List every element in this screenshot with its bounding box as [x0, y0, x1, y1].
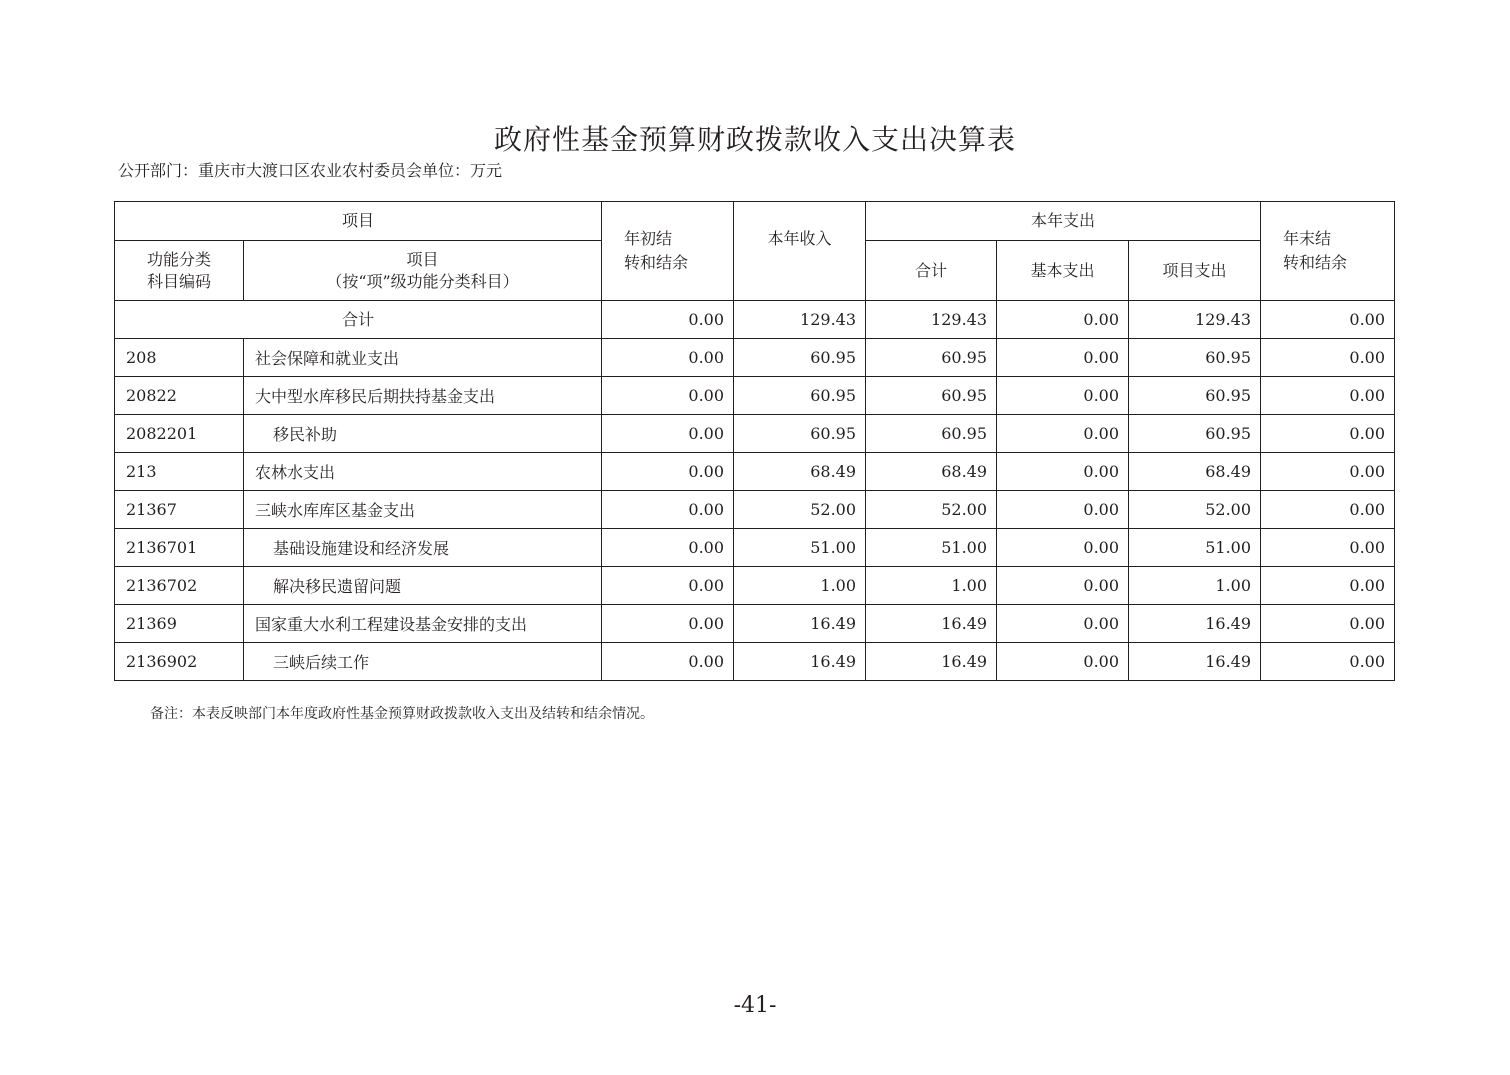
row-expense-basic: 0.00 — [997, 567, 1129, 605]
row-expense-total: 16.49 — [866, 643, 997, 681]
row-expense-project: 16.49 — [1129, 605, 1261, 643]
row-income: 16.49 — [734, 643, 866, 681]
row-opening: 0.00 — [602, 415, 734, 453]
row-expense-basic: 0.00 — [997, 529, 1129, 567]
header-opening-balance — [602, 202, 734, 301]
row-expense-project: 1.00 — [1129, 567, 1261, 605]
row-income: 68.49 — [734, 453, 866, 491]
total-closing: 0.00 — [1261, 301, 1395, 339]
row-code: 21369 — [115, 605, 244, 643]
table-row — [115, 605, 1395, 643]
header-code-text: 功能分类 科目编码 — [146, 249, 211, 291]
header-project-group: 项目 — [115, 202, 602, 241]
header-name-text: 项目 （按“项”级功能分类科目） — [326, 249, 519, 291]
table-row — [115, 339, 1395, 377]
row-income: 60.95 — [734, 377, 866, 415]
header-expense-project — [1129, 241, 1261, 301]
header-name — [244, 241, 602, 301]
footnote: 备注：本表反映部门本年度政府性基金预算财政拨款收入支出及结转和结余情况。 — [150, 706, 654, 722]
row-expense-total: 68.49 — [866, 453, 997, 491]
row-opening: 0.00 — [602, 605, 734, 643]
page-number: -41- — [733, 993, 777, 1018]
row-expense-total: 51.00 — [866, 529, 997, 567]
row-closing: 0.00 — [1261, 415, 1395, 453]
row-opening: 0.00 — [602, 529, 734, 567]
header-expense-project-text: 项目支出 — [1162, 260, 1227, 280]
row-expense-basic: 0.00 — [997, 339, 1129, 377]
row-expense-basic: 0.00 — [997, 491, 1129, 529]
row-name: 三峡后续工作 — [244, 643, 602, 681]
row-name: 基础设施建设和经济发展 — [244, 529, 602, 567]
row-code: 2136902 — [115, 643, 244, 681]
total-income: 129.43 — [734, 301, 866, 339]
row-expense-basic: 0.00 — [997, 643, 1129, 681]
total-expense-basic: 0.00 — [997, 301, 1129, 339]
row-name: 大中型水库移民后期扶持基金支出 — [244, 377, 602, 415]
unit-subtitle: 公开部门：重庆市大渡口区农业农村委员会单位：万元 — [118, 161, 503, 180]
row-code: 208 — [115, 339, 244, 377]
row-code: 2136702 — [115, 567, 244, 605]
row-closing: 0.00 — [1261, 529, 1395, 567]
total-opening: 0.00 — [602, 301, 734, 339]
row-expense-project: 52.00 — [1129, 491, 1261, 529]
row-name: 三峡水库库区基金支出 — [244, 491, 602, 529]
row-opening: 0.00 — [602, 643, 734, 681]
row-closing: 0.00 — [1261, 605, 1395, 643]
row-expense-total: 60.95 — [866, 377, 997, 415]
row-expense-basic: 0.00 — [997, 377, 1129, 415]
header-expense-total — [866, 241, 997, 301]
row-opening: 0.00 — [602, 377, 734, 415]
table-row — [115, 377, 1395, 415]
header-expense-group: 本年支出 — [866, 202, 1261, 241]
row-code: 20822 — [115, 377, 244, 415]
header-expense-total-text: 合计 — [915, 260, 948, 280]
header-opening-balance-text: 年初结 转和结余 — [624, 229, 689, 272]
row-income: 1.00 — [734, 567, 866, 605]
header-expense-basic — [997, 241, 1129, 301]
row-expense-total: 16.49 — [866, 605, 997, 643]
row-expense-project: 60.95 — [1129, 415, 1261, 453]
row-opening: 0.00 — [602, 491, 734, 529]
row-expense-project: 60.95 — [1129, 339, 1261, 377]
row-income: 60.95 — [734, 415, 866, 453]
header-code — [115, 241, 244, 301]
row-code: 2136701 — [115, 529, 244, 567]
row-code: 213 — [115, 453, 244, 491]
table-row — [115, 415, 1395, 453]
row-expense-total: 1.00 — [866, 567, 997, 605]
row-expense-project: 60.95 — [1129, 377, 1261, 415]
header-income-text: 本年收入 — [767, 229, 832, 248]
row-expense-project: 68.49 — [1129, 453, 1261, 491]
row-closing: 0.00 — [1261, 643, 1395, 681]
table-row — [115, 453, 1395, 491]
table-row — [115, 567, 1395, 605]
row-name: 国家重大水利工程建设基金安排的支出 — [244, 605, 602, 643]
page-title: 政府性基金预算财政拨款收入支出决算表 — [493, 123, 1016, 156]
total-expense-total: 129.43 — [866, 301, 997, 339]
row-name: 移民补助 — [244, 415, 602, 453]
row-expense-basic: 0.00 — [997, 415, 1129, 453]
row-closing: 0.00 — [1261, 491, 1395, 529]
row-expense-total: 52.00 — [866, 491, 997, 529]
table-row — [115, 491, 1395, 529]
row-name: 社会保障和就业支出 — [244, 339, 602, 377]
row-expense-total: 60.95 — [866, 415, 997, 453]
budget-table — [114, 201, 1395, 681]
row-expense-project: 16.49 — [1129, 643, 1261, 681]
row-name: 农林水支出 — [244, 453, 602, 491]
table-row — [115, 643, 1395, 681]
row-code: 2082201 — [115, 415, 244, 453]
row-closing: 0.00 — [1261, 377, 1395, 415]
header-income — [734, 202, 866, 301]
row-income: 60.95 — [734, 339, 866, 377]
header-closing-balance-text: 年末结 转和结余 — [1283, 229, 1348, 272]
row-name: 解决移民遗留问题 — [244, 567, 602, 605]
row-expense-basic: 0.00 — [997, 453, 1129, 491]
table-row — [115, 529, 1395, 567]
table-body — [115, 301, 1395, 681]
row-income: 52.00 — [734, 491, 866, 529]
row-opening: 0.00 — [602, 567, 734, 605]
header-expense-basic-text: 基本支出 — [1030, 260, 1095, 280]
row-income: 16.49 — [734, 605, 866, 643]
row-closing: 0.00 — [1261, 339, 1395, 377]
row-code: 21367 — [115, 491, 244, 529]
row-expense-basic: 0.00 — [997, 605, 1129, 643]
row-closing: 0.00 — [1261, 453, 1395, 491]
total-expense-project: 129.43 — [1129, 301, 1261, 339]
row-closing: 0.00 — [1261, 567, 1395, 605]
total-label: 合计 — [115, 301, 602, 339]
row-opening: 0.00 — [602, 453, 734, 491]
header-closing-balance — [1261, 202, 1395, 301]
total-row — [115, 301, 1395, 339]
row-income: 51.00 — [734, 529, 866, 567]
row-opening: 0.00 — [602, 339, 734, 377]
row-expense-project: 51.00 — [1129, 529, 1261, 567]
row-expense-total: 60.95 — [866, 339, 997, 377]
